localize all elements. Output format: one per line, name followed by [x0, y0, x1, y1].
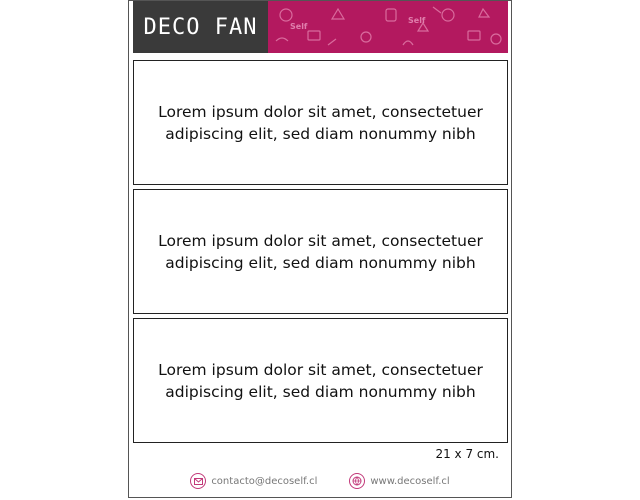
- text-panel-2: [133, 189, 508, 314]
- pattern-icons: [268, 1, 508, 53]
- brand-logo: [133, 1, 268, 53]
- svg-text:Self: Self: [290, 22, 308, 31]
- panel-text: Lorem ipsum dolor sit amet, consectetuer adipiscing elit, sed diam nonummy nibh: [158, 360, 483, 401]
- mail-icon: [190, 473, 206, 489]
- panel-text: Lorem ipsum dolor sit amet, consectetuer adipiscing elit, sed diam nonummy nibh: [158, 231, 483, 272]
- text-panel-1: [133, 60, 508, 185]
- email-text: contacto@decoself.cl: [211, 475, 318, 487]
- brand-title: DECO FAN: [143, 14, 258, 40]
- header-banner: [133, 1, 508, 53]
- panel-text: Lorem ipsum dolor sit amet, consectetuer adipiscing elit, sed diam nonummy nibh: [158, 102, 483, 143]
- footer-email[interactable]: [190, 473, 317, 489]
- svg-text:Self: Self: [408, 16, 426, 25]
- size-label: 21 x 7 cm.: [435, 447, 499, 461]
- globe-icon: [349, 473, 365, 489]
- text-panel-3: [133, 318, 508, 443]
- footer: [129, 471, 511, 491]
- document-page: [128, 0, 512, 498]
- footer-website[interactable]: [349, 473, 449, 489]
- website-text: www.decoself.cl: [370, 475, 450, 487]
- decorative-pattern: [268, 1, 508, 53]
